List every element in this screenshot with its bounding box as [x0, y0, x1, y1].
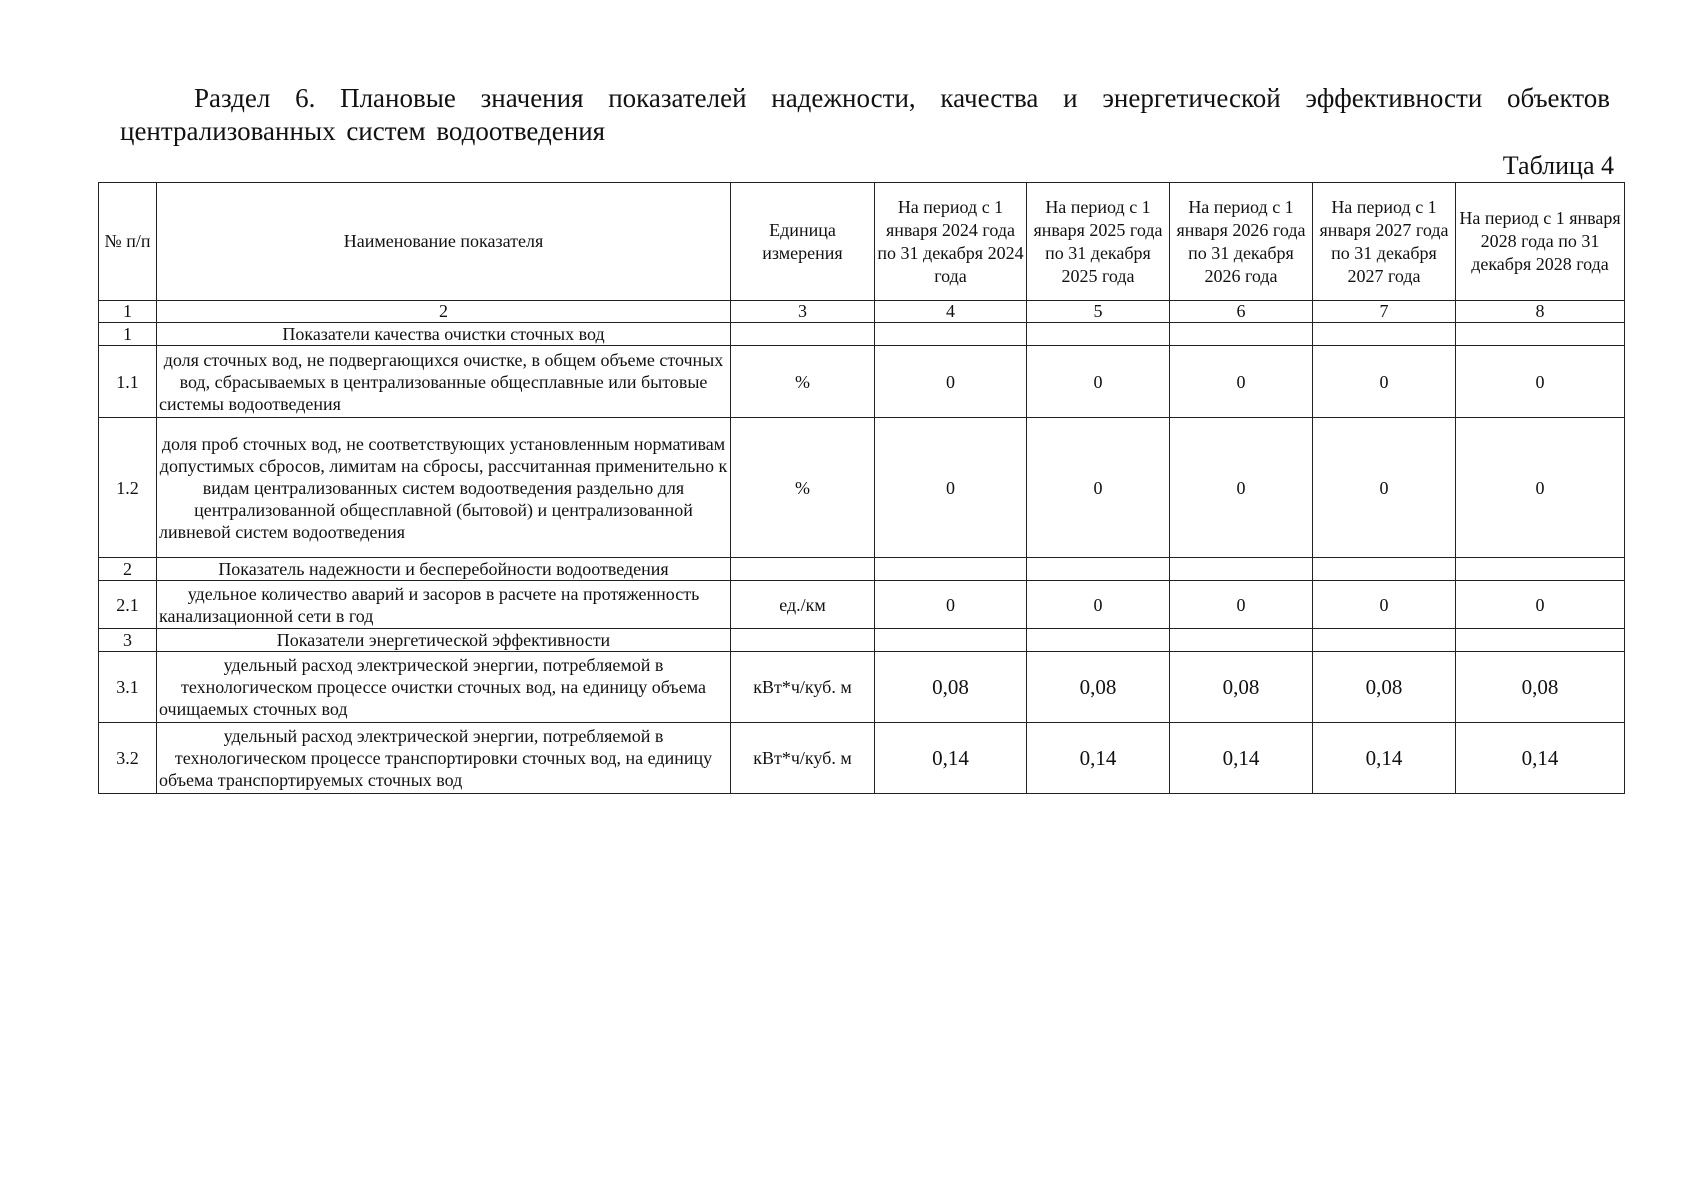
- row-number: 2.1: [99, 581, 157, 629]
- column-number: 4: [875, 301, 1027, 323]
- indicators-table: [98, 182, 1625, 794]
- col-header-2027: На период с 1 января 2027 года по 31 декабря 2027 года: [1313, 183, 1456, 301]
- row-number: 1.1: [99, 346, 157, 418]
- section-heading: Раздел 6. Плановые значения показателей надежности, качества и энергетической эффективности объектов централизованных систем водоотведения: [120, 83, 1610, 146]
- value-cell: 0,08: [875, 652, 1027, 723]
- value-cell: 0,08: [1313, 652, 1456, 723]
- unit-cell: кВт*ч/куб. м: [731, 723, 875, 794]
- col-header-2026: На период с 1 января 2026 года по 31 декабря 2026 года: [1170, 183, 1313, 301]
- column-number: 6: [1170, 301, 1313, 323]
- value-cell: 0,08: [1456, 652, 1625, 723]
- table-row: [99, 346, 1625, 418]
- value-cell: 0: [1170, 418, 1313, 558]
- value-cell: 0: [1170, 346, 1313, 418]
- value-cell: 0: [1027, 581, 1170, 629]
- value-cell: 0: [1456, 346, 1625, 418]
- unit-cell: ед./км: [731, 581, 875, 629]
- table-row: [99, 581, 1625, 629]
- section-row: [99, 323, 1625, 346]
- table-row: [99, 652, 1625, 723]
- indicator-name: доля сточных вод, не подвергающихся очистке, в общем объеме сточных вод, сбрасываемых в централизованные общесплавные или бытовые системы водоотведения: [157, 346, 731, 418]
- value-cell: 0: [1313, 418, 1456, 558]
- value-cell: 0: [875, 346, 1027, 418]
- value-cell: 0,08: [1027, 652, 1170, 723]
- value-cell: 0,14: [1456, 723, 1625, 794]
- section-row: [99, 558, 1625, 581]
- column-number: 8: [1456, 301, 1625, 323]
- value-cell: 0: [1313, 346, 1456, 418]
- row-number: 3: [99, 629, 157, 652]
- column-number: 2: [157, 301, 731, 323]
- table-label: Таблица 4: [1502, 151, 1614, 180]
- row-number: 3.1: [99, 652, 157, 723]
- section-name: Показатели энергетической эффективности: [157, 629, 731, 652]
- unit-cell: %: [731, 418, 875, 558]
- value-cell: 0,08: [1170, 652, 1313, 723]
- value-cell: 0: [1313, 581, 1456, 629]
- col-header-num: № п/п: [99, 183, 157, 301]
- value-cell: 0,14: [875, 723, 1027, 794]
- value-cell: 0: [875, 581, 1027, 629]
- row-number: 1: [99, 323, 157, 346]
- unit-cell: %: [731, 346, 875, 418]
- col-header-name: Наименование показателя: [157, 183, 731, 301]
- column-number-row: [99, 301, 1625, 323]
- value-cell: 0: [1456, 418, 1625, 558]
- column-number: 3: [731, 301, 875, 323]
- row-number: 1.2: [99, 418, 157, 558]
- col-header-2028: На период с 1 января 2028 года по 31 декабря 2028 года: [1456, 183, 1625, 301]
- header-row: [99, 183, 1625, 301]
- col-header-2024: На период с 1 января 2024 года по 31 декабря 2024 года: [875, 183, 1027, 301]
- value-cell: 0: [1170, 581, 1313, 629]
- value-cell: 0: [1456, 581, 1625, 629]
- indicator-name: удельное количество аварий и засоров в расчете на протяженность канализационной сети в год: [157, 581, 731, 629]
- value-cell: 0,14: [1170, 723, 1313, 794]
- indicator-name: доля проб сточных вод, не соответствующих установленным нормативам допустимых сбросов, лимитам на сбросы, рассчитанная применительно к видам централизованных систем водоотведения раздельно для централизованной общесплавной (бытовой) и централизованной ливневой систем водоотведения: [157, 418, 731, 558]
- col-header-unit: Единица измерения: [731, 183, 875, 301]
- column-number: 7: [1313, 301, 1456, 323]
- section-row: [99, 629, 1625, 652]
- indicator-name: удельный расход электрической энергии, потребляемой в технологическом процессе транспортировки сточных вод, на единицу объема транспортируемых сточных вод: [157, 723, 731, 794]
- column-number: 1: [99, 301, 157, 323]
- row-number: 2: [99, 558, 157, 581]
- value-cell: 0: [875, 418, 1027, 558]
- column-number: 5: [1027, 301, 1170, 323]
- indicator-name: удельный расход электрической энергии, потребляемой в технологическом процессе очистки сточных вод, на единицу объема очищаемых сточных вод: [157, 652, 731, 723]
- value-cell: 0: [1027, 346, 1170, 418]
- col-header-2025: На период с 1 января 2025 года по 31 декабря 2025 года: [1027, 183, 1170, 301]
- section-name: Показатель надежности и бесперебойности водоотведения: [157, 558, 731, 581]
- value-cell: 0: [1027, 418, 1170, 558]
- table-row: [99, 723, 1625, 794]
- table-row: [99, 418, 1625, 558]
- section-name: Показатели качества очистки сточных вод: [157, 323, 731, 346]
- value-cell: 0,14: [1313, 723, 1456, 794]
- row-number: 3.2: [99, 723, 157, 794]
- value-cell: 0,14: [1027, 723, 1170, 794]
- unit-cell: кВт*ч/куб. м: [731, 652, 875, 723]
